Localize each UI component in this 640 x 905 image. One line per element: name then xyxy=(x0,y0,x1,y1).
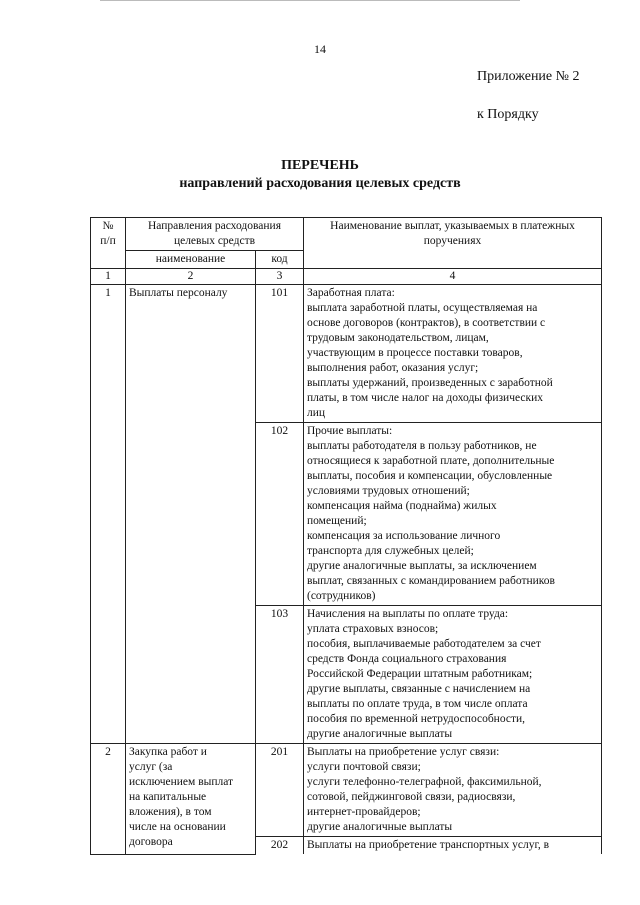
row-code: 103 xyxy=(256,606,304,744)
direction-line: договора xyxy=(129,836,173,848)
row-code: 201 xyxy=(256,744,304,837)
payment-line: компенсация за использование личного xyxy=(307,530,501,542)
payment-line: Выплаты на приобретение услуг связи: xyxy=(307,746,500,758)
row-direction-name: Выплаты персоналу xyxy=(126,285,256,744)
payment-line: выплат, связанных с командированием работников xyxy=(307,575,555,587)
header-code: код xyxy=(256,251,304,269)
payment-line: условиями трудовых отношений; xyxy=(307,485,470,497)
payment-line: компенсация найма (поднайма) жилых xyxy=(307,500,497,512)
column-number-4: 4 xyxy=(304,269,602,285)
row-payments xyxy=(304,606,602,744)
payment-line: пособия по временной нетрудоспособности, xyxy=(307,713,526,725)
table-row xyxy=(91,285,602,423)
header-num-line1: № xyxy=(102,220,114,232)
column-number-3: 3 xyxy=(256,269,304,285)
table-row xyxy=(91,744,602,837)
payment-line: другие аналогичные выплаты, за исключением xyxy=(307,560,537,572)
direction-line: Закупка работ и xyxy=(129,746,207,758)
payment-line: другие аналогичные выплаты xyxy=(307,821,453,833)
payment-line: относящиеся к заработной плате, дополнительные xyxy=(307,455,555,467)
document-title xyxy=(0,157,640,193)
column-number-1: 1 xyxy=(91,269,126,285)
row-payments xyxy=(304,285,602,423)
payment-line: выплаты, пособия и компенсации, обусловленные xyxy=(307,470,553,482)
payment-line: платы, в том числе налог на доходы физических xyxy=(307,392,543,404)
header-num xyxy=(91,218,126,269)
payment-line: Российской Федерации штатным работникам; xyxy=(307,668,533,680)
row-code: 102 xyxy=(256,423,304,606)
spending-directions-table xyxy=(90,217,602,855)
header-direction: Направления расходования целевых средств xyxy=(126,218,304,251)
payment-line: выплаты работодателя в пользу работников, не xyxy=(307,440,537,452)
payment-line: выплата заработной платы, осуществляемая на xyxy=(307,302,538,314)
payment-line: другие аналогичные выплаты xyxy=(307,728,453,740)
payment-line: Начисления на выплаты по оплате труда: xyxy=(307,608,509,620)
payment-line: выплаты удержаний, произведенных с заработной xyxy=(307,377,553,389)
payment-line: (сотрудников) xyxy=(307,590,376,602)
payment-line: Заработная плата: xyxy=(307,287,395,299)
row-payments xyxy=(304,837,602,855)
appendix-title: Приложение № 2 xyxy=(477,69,580,84)
appendix-subtitle: к Порядку xyxy=(477,107,539,122)
payment-line: Выплаты на приобретение транспортных услуг, в xyxy=(307,839,550,851)
direction-line: числе на основании xyxy=(129,821,226,833)
row-direction-name xyxy=(126,744,256,855)
payment-line: помещений; xyxy=(307,515,367,527)
payment-line: сотовой, пейджинговой связи, радиосвязи, xyxy=(307,791,516,803)
row-code: 202 xyxy=(256,837,304,855)
payment-line: выполнения работ, оказания услуг; xyxy=(307,362,479,374)
scan-top-edge xyxy=(100,0,520,7)
payment-line: услуги телефонно-телеграфной, факсимильной, xyxy=(307,776,542,788)
row-num: 1 xyxy=(91,285,126,744)
header-name: наименование xyxy=(126,251,256,269)
row-num: 2 xyxy=(91,744,126,855)
payment-line: интернет-провайдеров; xyxy=(307,806,421,818)
payment-line: услуги почтовой связи; xyxy=(307,761,421,773)
header-payments: Наименование выплат, указываемых в платежных поручениях xyxy=(304,218,602,269)
payment-line: участвующим в процессе поставки товаров, xyxy=(307,347,523,359)
direction-line: на капитальные xyxy=(129,791,207,803)
payment-line: другие выплаты, связанные с начислением на xyxy=(307,683,531,695)
payment-line: основе договоров (контрактов), в соответствии с xyxy=(307,317,546,329)
direction-line: услуг (за xyxy=(129,761,173,773)
payment-line: пособия, выплачиваемые работодателем за счет xyxy=(307,638,541,650)
direction-line: вложения), в том xyxy=(129,806,212,818)
column-number-2: 2 xyxy=(126,269,256,285)
payment-line: лиц xyxy=(307,407,326,419)
payment-line: средств Фонда социального страхования xyxy=(307,653,507,665)
document-title-line2: направлений расходования целевых средств xyxy=(179,176,461,191)
row-payments xyxy=(304,423,602,606)
document-title-line1: ПЕРЕЧЕНЬ xyxy=(281,158,359,173)
payment-line: уплата страховых взносов; xyxy=(307,623,439,635)
payment-line: транспорта для служебных целей; xyxy=(307,545,474,557)
payment-line: выплаты по оплате труда, в том числе оплата xyxy=(307,698,528,710)
payment-line: трудовым законодательством, лицам, xyxy=(307,332,489,344)
row-payments xyxy=(304,744,602,837)
direction-line: исключением выплат xyxy=(129,776,234,788)
payment-line: Прочие выплаты: xyxy=(307,425,393,437)
page-number: 14 xyxy=(314,42,326,56)
header-num-line2: п/п xyxy=(100,235,116,247)
row-code: 101 xyxy=(256,285,304,423)
